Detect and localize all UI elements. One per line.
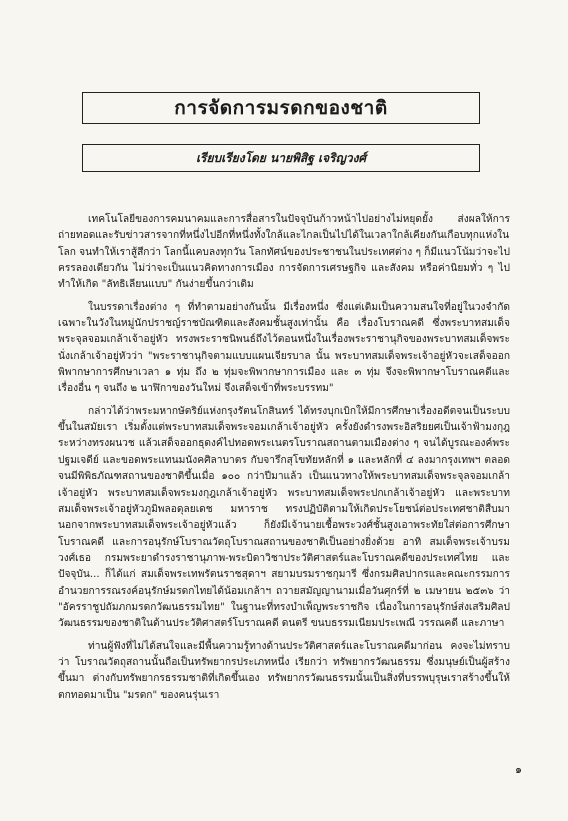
document-body <box>58 212 510 710</box>
paragraph: ท่านผู้ฟังที่ไม่ได้สนใจและมีพื้นความรู้ทางด้านประวัติศาสตร์และโบราณคดีมาก่อน คงจะไม่ทราบว่า โบราณวัตถุสถานนั้นถือเป็นทรัพยากรประเภทหนึ่ง เรียกว่า ทรัพยากรวัฒนธรรม ซึ่งมนุษย์เป็นผู้สร้างขึ้นมา ต่างกับทรัพยากรธรรมชาติที่เกิดขึ้นเอง ทรัพยากรวัฒนธรรมนั้นเป็นสิ่งที่บรรพบุรุษเราสร้างขึ้นให้ตกทอดมาเป็น "มรดก" ของคนรุ่นเรา <box>58 640 510 701</box>
paragraph: ในบรรดาเรื่องต่าง ๆ ที่ทำตามอย่างกันนั้น มีเรื่องหนึ่ง ซึ่งแต่เดิมเป็นความสนใจที่อยู่ในวงจำกัดเฉพาะในวังในหมู่นักปราชญ์ราชบัณฑิตและสังคมชั้นสูงเท่านั้น คือ เรื่องโบราณคดี ซึ่งพระบาทสมเด็จพระจุลจอมเกล้าเจ้าอยู่หัว ทรงพระราชนิพนธ์ถึงไว้ตอนหนึ่งในเรื่องพระราชานุกิจของพระบาทสมเด็จพระนั่งเกล้าเจ้าอยู่หัวว่า "พระราชานุกิจตามแบบแผนเจียรบาล นั้น พระบาทสมเด็จพระเจ้าอยู่หัวจะเสด็จออกพิพากษาการศึกษาเวลา ๑ ทุ่ม ถึง ๒ ทุ่มจะพิพากษาการเมือง และ ๓ ทุ่ม จึงจะพิพากษาโบราณคดีและเรื่องอื่น ๆ จนถึง ๒ นาฬิกาของวันใหม่ จึงเสด็จเข้าที่พระบรรทม" <box>58 301 510 395</box>
document-title: การจัดการมรดกของชาติ <box>174 97 388 119</box>
paragraph: เทคโนโลยีของการคมนาคมและการสื่อสารในปัจจุบันก้าวหน้าไปอย่างไม่หยุดยั้ง ส่งผลให้การถ่ายทอดและรับข่าวสารจากที่หนึ่งไปอีกที่หนึ่งทั้งใกล้และไกลเป็นไปได้ในเวลาใกล้เคียงกันเกือบทุกแห่งในโลก จนทำให้เราสู้สึกว่า โลกนี้แคบลงทุกวัน โลกทัศน์ของประชาชนในประเทศต่าง ๆ ก็มีแนวโน้มว่าจะไปครรลองเดียวกัน ไม่ว่าจะเป็นแนวคิดทางการเมือง การจัดการเศรษฐกิจ และสังคม หรือค่านิยมทั่ว ๆ ไป ทำให้เกิด "ลัทธิเลียนแบบ" กันง่ายขึ้นกว่าเดิม <box>58 214 510 291</box>
paragraph: กล่าวได้ว่าพระมหากษัตริย์แห่งกรุงรัตนโกสินทร์ ได้ทรงบุกเบิกให้มีการศึกษาเรื่องอดีตจนเป็นระบบขึ้นในสมัยเรา เริ่มตั้งแต่พระบาทสมเด็จพระจอมเกล้าเจ้าอยู่หัว ครั้งยังดำรงพระอิสริยยศเป็นเจ้าฟ้ามงกุฎ ระหว่างทรงผนวช แล้วเสด็จออกธุดงค์ไปทอดพระเนตรโบราณสถานตามเมืองต่าง ๆ จนได้บูรณะองค์พระปฐมเจดีย์ และขอดพระแทนมนังคศิลาบาตร กับจารึกสุโขทัยหลักที่ ๑ และหลักที่ ๔ ลงมากรุงเทพฯ ตลอดจนมีพิพิธภัณฑสถานของชาติขึ้นเมื่อ ๑๐๐ กว่าปีมาแล้ว เป็นแนวทางให้พระบาทสมเด็จพระจุลจอมเกล้าเจ้าอยู่หัว พระบาทสมเด็จพระมงกุฎเกล้าเจ้าอยู่หัว พระบาทสมเด็จพระปกเกล้าเจ้าอยู่หัว และพระบาทสมเด็จพระเจ้าอยู่หัวภูมิพลอดุลยเดช มหาราช ทรงปฏิบัติตามให้เกิดประโยชน์ต่อประเทศชาติสืบมา นอกจากพระบาทสมเด็จพระเจ้าอยู่หัวแล้ว ก็ยังมีเจ้านายเชื้อพระวงศ์ชั้นสูงเอาพระทัยใส่ต่อการศึกษาโบราณคดี และการอนุรักษ์โบราณวัตถุโบราณสถานของชาติเป็นอย่างยิ่งด้วย อาทิ สมเด็จพระเจ้าบรมวงศ์เธอ กรมพระยาดำรงราชานุภาพ-พระบิดาวิชาประวัติศาสตร์และโบราณคดีของประเทศไทย และปัจจุบัน... ก็ได้แก่ สมเด็จพระเทพรัตนราชสุดาฯ สยามบรมราชกุมารี ซึ่งกรมศิลปากรและคณะกรรมการอำนวยการรณรงค์อนุรักษ์มรดกไทยได้น้อมเกล้าฯ ถวายสมัญญานามเมื่อวันศุกร์ที่ ๒ เมษายน ๒๕๓๖ ว่า "อัครราชูปถัมภกมรดกวัฒนธรรมไทย" ในฐานะที่ทรงบำเพ็ญพระราชกิจ เนื่องในการอนุรักษ์ส่งเสริมศิลปวัฒนธรรมของชาติในด้านประวัติศาสตร์โบราณคดี ดนตรี ขนบธรรมเนียมประเพณี วรรณคดี และภาษา <box>58 405 510 630</box>
title-box <box>82 92 480 124</box>
author-box <box>82 144 480 172</box>
page-number: ๑ <box>515 763 522 776</box>
author-line: เรียบเรียงโดย นายพิสิฐ เจริญวงศ์ <box>195 150 367 165</box>
